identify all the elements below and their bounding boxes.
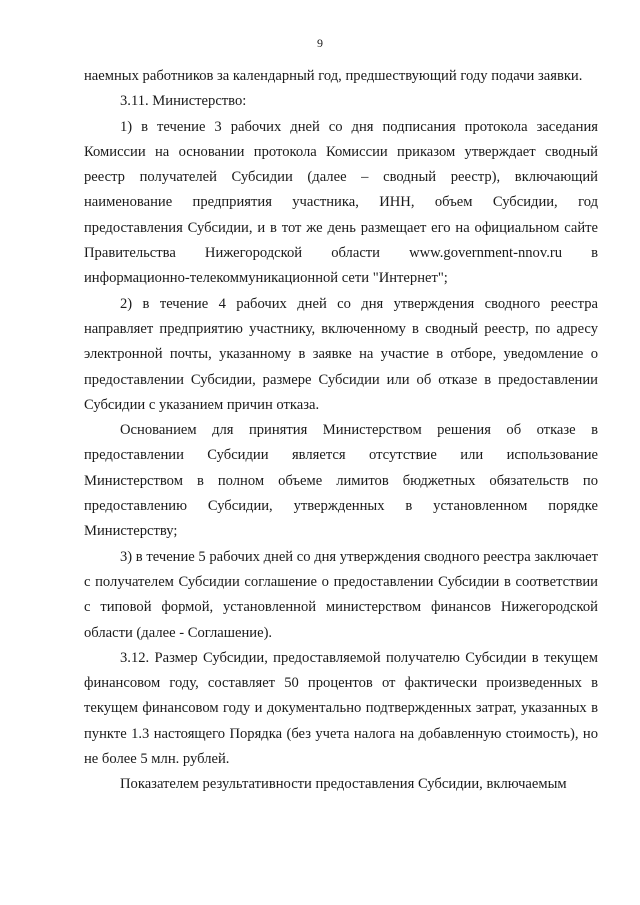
paragraph-item-3: 3) в течение 5 рабочих дней со дня утверждения сводного реестра заключает с получателем Субсидии соглашение о предоставлении Субсидии в соответствии с типовой формой, установленной министерством финансов Нижегородской области (далее - Соглашение). bbox=[84, 548, 598, 641]
paragraph-3-12: 3.12. Размер Субсидии, предоставляемой получателю Субсидии в текущем финансовом году, составляет 50 процентов от фактически произведенных в текущем финансовом году и документально подтвержденных затрат, указанных в пункте 1.3 настоящего Порядка (без учета налога на добавленную стоимость), но не более 5 млн. рублей. bbox=[84, 649, 598, 768]
document-body bbox=[84, 64, 598, 798]
paragraph-item-1: 1) в течение 3 рабочих дней со дня подписания протокола заседания Комиссии на основании протокола Комиссии приказом утверждает сводный реестр получателей Субсидии (далее – сводный реестр), включающий наименование предприятия участника, ИНН, объем Субсидии, год предоставления Субсидии, и в тот же день размещает его на официальном сайте Правительства Нижегородской области www.government-nnov.ru в информационно-телекоммуникационной сети "Интернет"; bbox=[84, 118, 598, 287]
section-heading-3-11: 3.11. Министерство: bbox=[120, 93, 247, 110]
page-number: 9 bbox=[317, 36, 323, 50]
paragraph-item-2: 2) в течение 4 рабочих дней со дня утверждения сводного реестра направляет предприятию участнику, включенному в сводный реестр, по адресу электронной почты, указанному в заявке на участие в отборе, уведомление о предоставлении Субсидии, размере Субсидии или об отказе в предоставлении Субсидии с указанием причин отказа. bbox=[84, 295, 598, 413]
paragraph-refusal-basis: Основанием для принятия Министерством решения об отказе в предоставлении Субсидии является отсутствие или использование Министерством в полном объеме лимитов бюджетных обязательств по предоставлению Субсидии, утвержденных в установленном порядке Министерству; bbox=[84, 422, 598, 540]
paragraph-continuation: наемных работников за календарный год, предшествующий году подачи заявки. bbox=[84, 68, 583, 84]
paragraph-performance-indicator: Показателем результативности предоставления Субсидии, включаемым bbox=[120, 776, 567, 793]
